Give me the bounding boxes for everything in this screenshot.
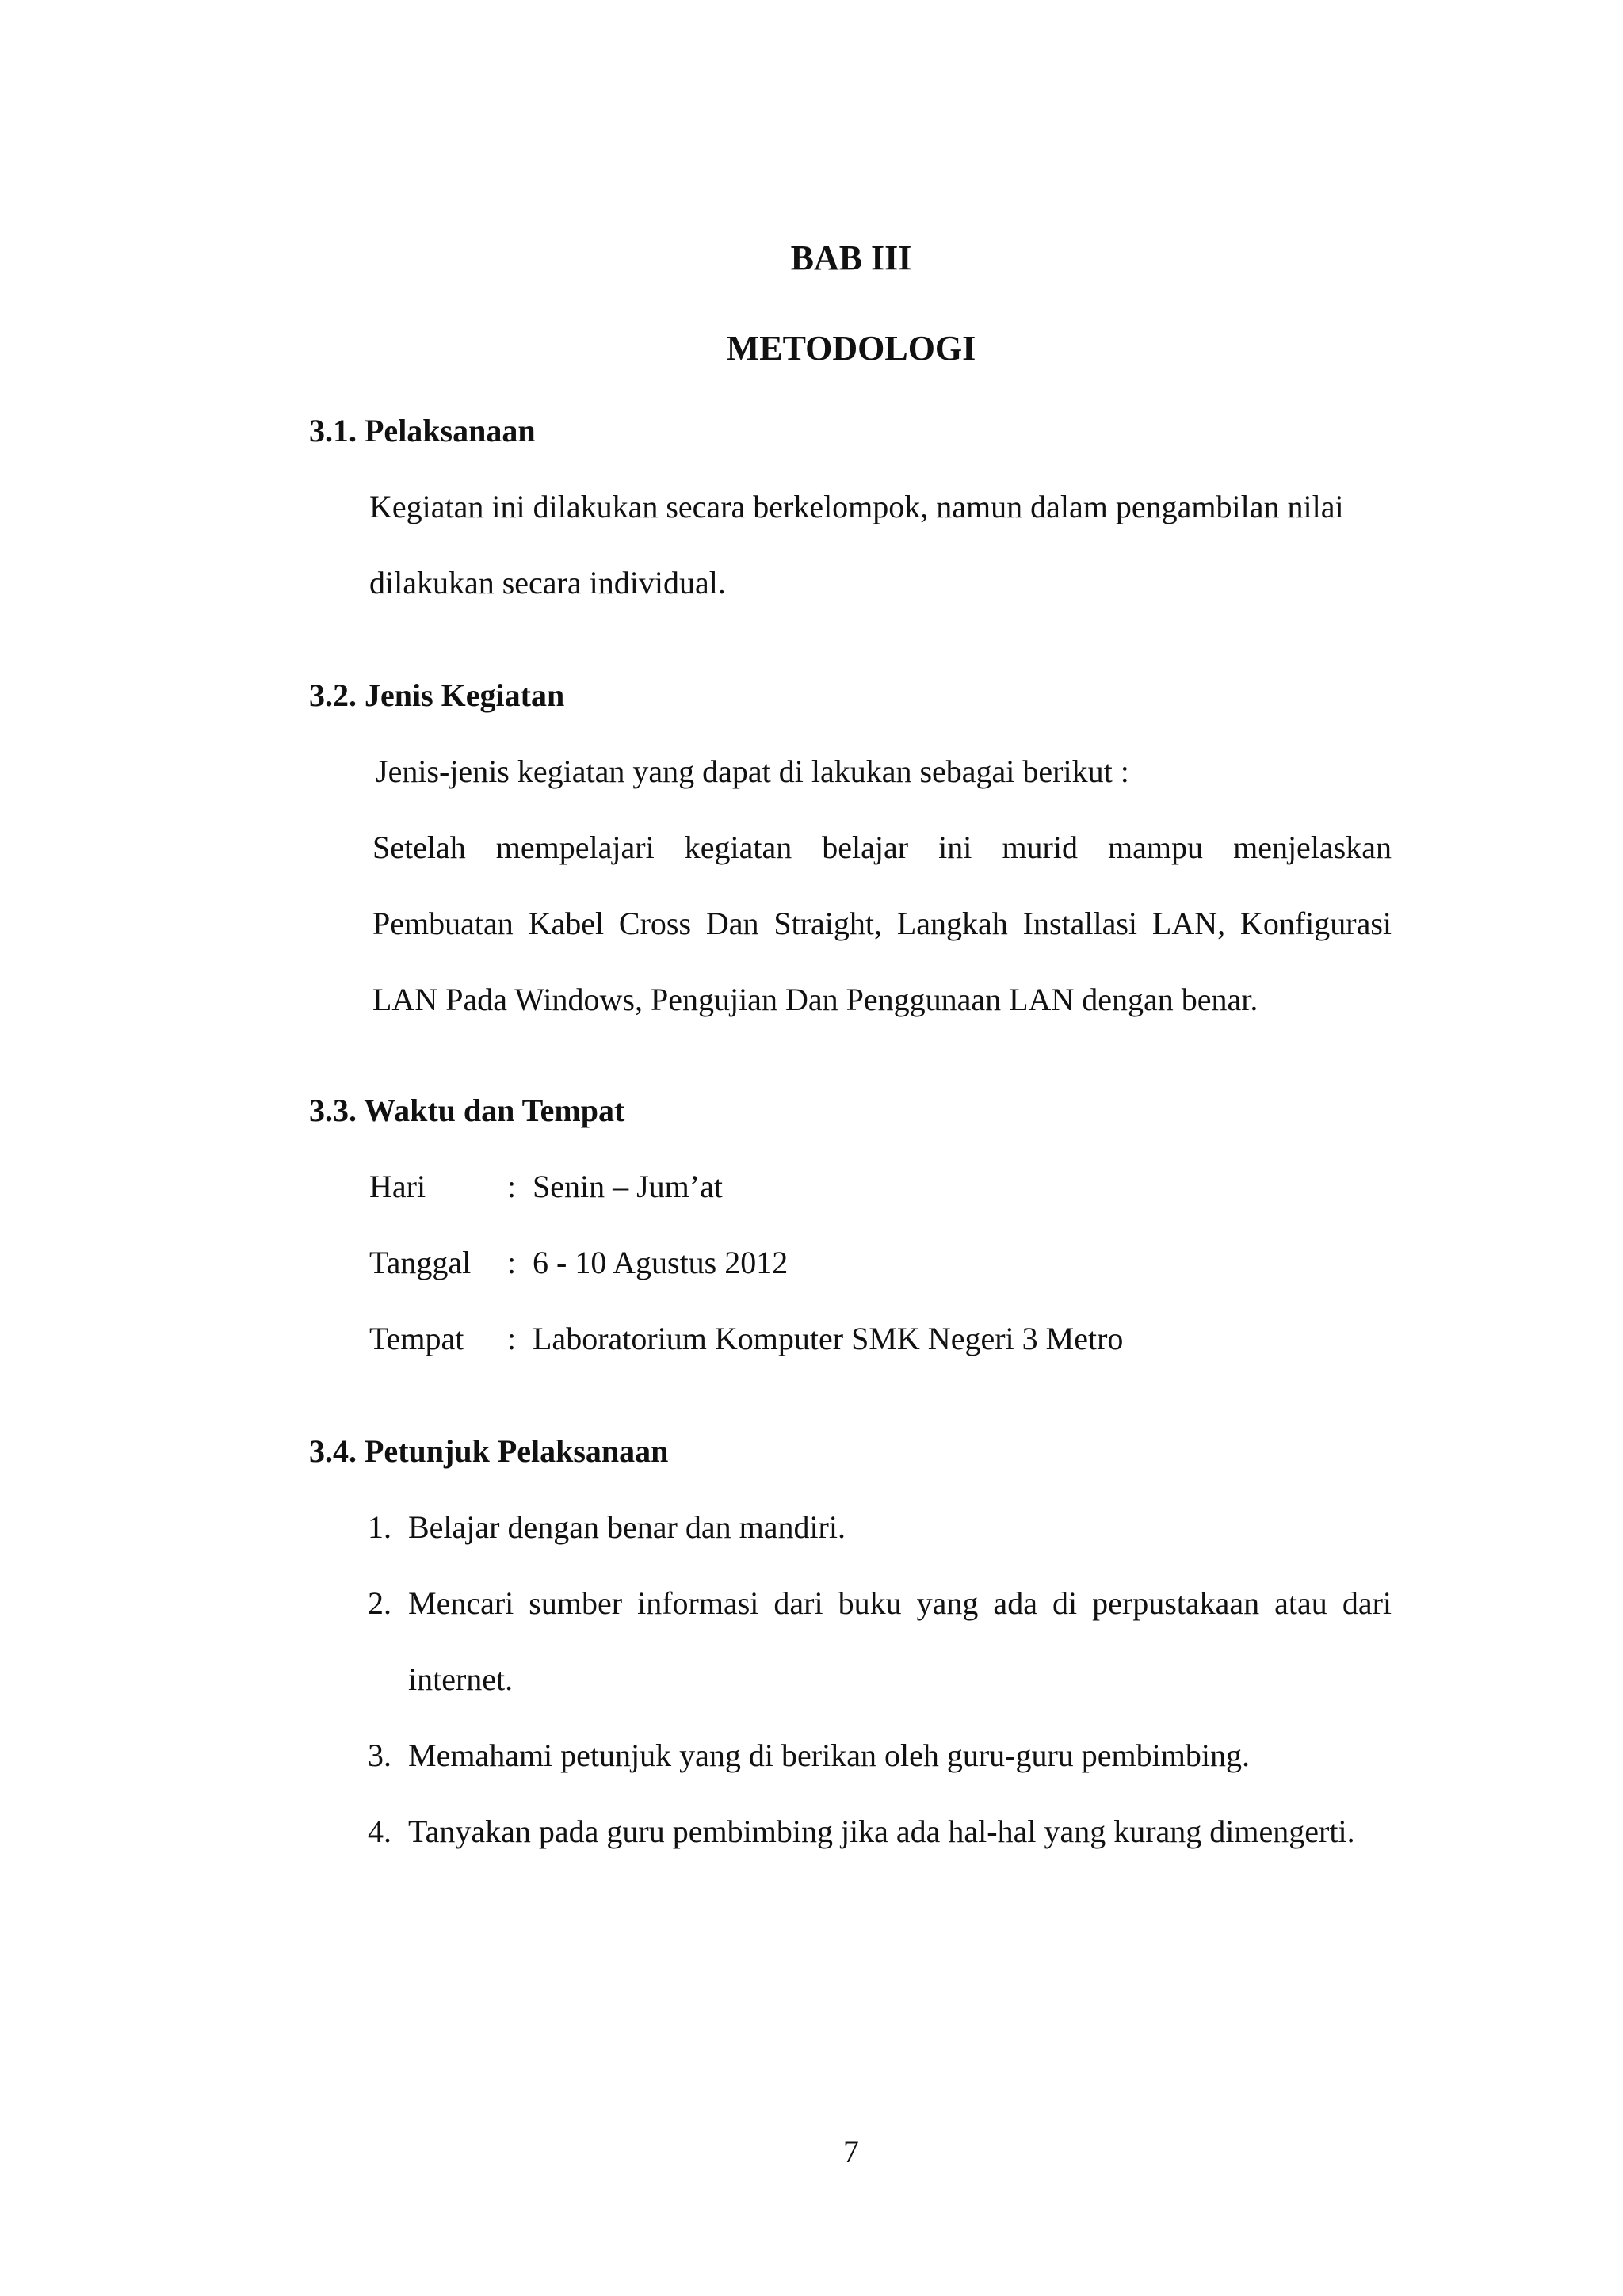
paragraph-line-text: Pembuatan Kabel Cross Dan Straight, Langkah Installasi LAN, Konfigurasi (372, 906, 1392, 941)
info-colon: : (507, 1245, 517, 1280)
list-item-text: Memahami petunjuk yang di berikan oleh guru-guru pembimbing. (408, 1737, 1250, 1773)
section-heading-3-1: 3.1. Pelaksanaan (309, 413, 536, 448)
list-number: 4. (368, 1814, 391, 1849)
paragraph-line (372, 832, 1392, 864)
paragraph-line: dilakukan secara individual. (369, 565, 726, 601)
info-label-tempat: Tempat (369, 1321, 464, 1356)
list-item-text: Tanyakan pada guru pembimbing jika ada hal-hal yang kurang dimengerti. (408, 1814, 1355, 1849)
list-number: 3. (368, 1737, 391, 1773)
section-heading-3-4: 3.4. Petunjuk Pelaksanaan (309, 1433, 669, 1469)
paragraph-line (372, 908, 1392, 940)
paragraph-line: LAN Pada Windows, Pengujian Dan Penggunaan LAN dengan benar. (372, 982, 1258, 1017)
paragraph-line: Kegiatan ini dilakukan secara berkelompok, namun dalam pengambilan nilai (369, 489, 1344, 524)
section-heading-3-2: 3.2. Jenis Kegiatan (309, 677, 565, 713)
info-label-tanggal: Tanggal (369, 1245, 472, 1280)
info-label-hari: Hari (369, 1169, 426, 1204)
section-heading-3-3: 3.3. Waktu dan Tempat (309, 1093, 625, 1128)
paragraph-intro: Jenis-jenis kegiatan yang dapat di lakukan sebagai berikut : (376, 753, 1129, 789)
list-item-text: Mencari sumber informasi dari buku yang ada di perpustakaan atau dari (408, 1585, 1392, 1621)
info-colon: : (507, 1169, 517, 1204)
list-item-text: Belajar dengan benar dan mandiri. (408, 1509, 846, 1545)
info-value-tempat: Laboratorium Komputer SMK Negeri 3 Metro (533, 1321, 1124, 1356)
info-colon: : (507, 1321, 517, 1356)
chapter-title: METODOLOGI (726, 329, 976, 368)
list-item-text-continued: internet. (408, 1661, 514, 1697)
chapter-number: BAB III (790, 238, 912, 277)
info-value-hari: Senin – Jum’at (533, 1169, 723, 1204)
page-number: 7 (843, 2134, 859, 2169)
info-value-tanggal: 6 - 10 Agustus 2012 (533, 1245, 789, 1280)
paragraph-line-text: Setelah mempelajari kegiatan belajar ini murid mampu menjelaskan (372, 830, 1392, 865)
list-number: 2. (368, 1585, 391, 1621)
list-number: 1. (368, 1509, 391, 1545)
